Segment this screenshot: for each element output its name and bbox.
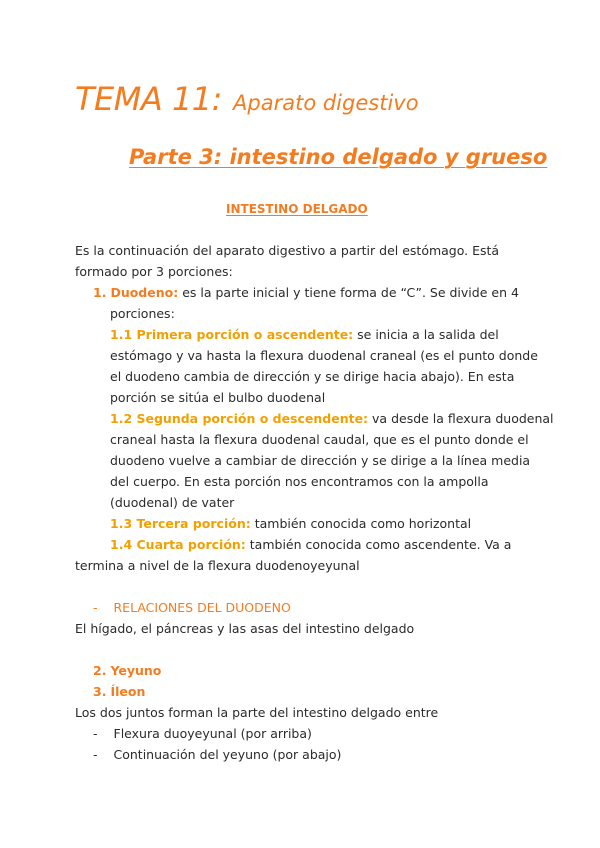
portion-1-1-text: se inicia a la salida del bbox=[353, 327, 499, 342]
portion-1-1-label: 1.1 Primera porción o ascendente: bbox=[110, 327, 354, 342]
list-item-yeyuno bbox=[93, 660, 161, 681]
portion-1-4-label: 1.4 Cuarta porción: bbox=[110, 537, 246, 552]
bullet-dash: - bbox=[93, 747, 98, 762]
duodeno-text: es la parte inicial y tiene forma de “C”. Se divide en 4 bbox=[178, 285, 519, 300]
portion-1-2 bbox=[110, 408, 554, 429]
relaciones-label: RELACIONES DEL DUODENO bbox=[113, 600, 291, 615]
section-heading: INTESTINO DELGADO bbox=[226, 202, 368, 216]
portion-1-1-line-4: porción se sitúa el bulbo duodenal bbox=[110, 390, 326, 405]
list-number: 1. bbox=[93, 285, 107, 300]
portion-1-3 bbox=[110, 513, 471, 534]
portion-1-2-line-3: duodeno vuelve a cambiar de dirección y se dirige a la línea media bbox=[110, 453, 531, 468]
list-item bbox=[93, 723, 312, 744]
portion-1-2-text: va desde la flexura duodenal bbox=[368, 411, 554, 426]
intro-line-2: formado por 3 porciones: bbox=[75, 264, 233, 279]
list-item-duodeno bbox=[93, 282, 519, 303]
yeyuno-label: Yeyuno bbox=[110, 663, 162, 678]
portion-1-2-line-2: craneal hasta la flexura duodenal caudal, que es el punto donde el bbox=[110, 432, 529, 447]
juntos-text: Los dos juntos forman la parte del intestino delgado entre bbox=[75, 705, 439, 720]
list-item-text: Flexura duoyeyunal (por arriba) bbox=[113, 726, 312, 741]
portion-1-2-label: 1.2 Segunda porción o descendente: bbox=[110, 411, 369, 426]
duodeno-text-2: porciones: bbox=[110, 306, 175, 321]
title-topic: TEMA 11: bbox=[75, 80, 222, 118]
intro-line-1: Es la continuación del aparato digestivo a partir del estómago. Está bbox=[75, 243, 500, 258]
list-item bbox=[93, 744, 341, 765]
portion-1-2-line-4: del cuerpo. En esta porción nos encontramos con la ampolla bbox=[110, 474, 489, 489]
portion-1-4 bbox=[110, 534, 511, 555]
relaciones-text: El hígado, el páncreas y las asas del intestino delgado bbox=[75, 621, 415, 636]
page-subtitle: Parte 3: intestino delgado y grueso bbox=[129, 145, 548, 169]
portion-1-1 bbox=[110, 324, 499, 345]
portion-1-1-line-2: estómago y va hasta la flexura duodenal craneal (es el punto donde bbox=[110, 348, 538, 363]
ileon-label: Íleon bbox=[110, 684, 146, 699]
page-title bbox=[75, 80, 419, 118]
relaciones-heading bbox=[93, 597, 291, 618]
portion-1-1-line-3: el duodeno cambia de dirección y se dirige hacia abajo). En esta bbox=[110, 369, 515, 384]
title-subject: Aparato digestivo bbox=[233, 91, 419, 115]
list-item-text: Continuación del yeyuno (por abajo) bbox=[113, 747, 342, 762]
portion-1-3-label: 1.3 Tercera porción: bbox=[110, 516, 251, 531]
portion-1-4-line-2: termina a nivel de la flexura duodenoyeyunal bbox=[75, 558, 360, 573]
bullet-dash: - bbox=[93, 726, 98, 741]
portion-1-4-text: también conocida como ascendente. Va a bbox=[245, 537, 512, 552]
list-number: 3. bbox=[93, 684, 107, 699]
list-item-ileon bbox=[93, 681, 145, 702]
duodeno-label: Duodeno: bbox=[110, 285, 179, 300]
portion-1-2-line-5: (duodenal) de vater bbox=[110, 495, 235, 510]
list-number: 2. bbox=[93, 663, 107, 678]
portion-1-3-text: también conocida como horizontal bbox=[250, 516, 472, 531]
bullet-dash: - bbox=[93, 600, 98, 615]
